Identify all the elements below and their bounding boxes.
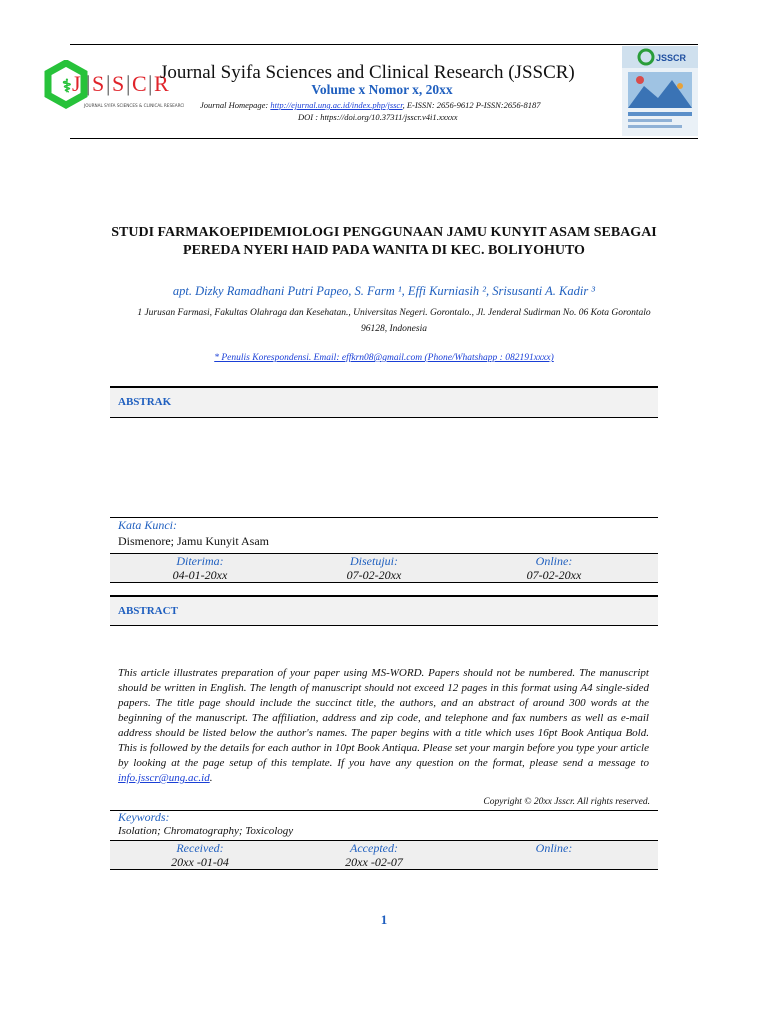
svg-text:S: S — [92, 71, 105, 96]
date-received: Received: 20xx -01-04 — [171, 841, 229, 869]
date-disetujui: Disetujui: 07-02-20xx — [346, 554, 402, 582]
svg-text:J: J — [72, 71, 81, 96]
abstract-heading-bar — [110, 595, 658, 626]
abstract-body: This article illustrates preparation of your paper using MS-WORD. Papers should not be numbered. The manuscript should be written in English. The length of manuscript should not exceed 12 pages in this format using A4 single-sided papers. The title page should include the succinct title, the authors, and an abstract of around 300 words at the beginning of the manuscript. The affiliation, address and zip code, and telephone and fax numbers as well as e-mail address should be listed below the author's names. The paper begins with a title which uses 16pt Book Antiqua Bold. This is followed by the details for each author in 10pt Book Antiqua. Please set your margin before you type your article by looking at the page setup of this template. If you have any question on the format, please send a message to info.jsscr@ung.ac.id. — [118, 667, 649, 784]
svg-text:|: | — [106, 71, 111, 96]
volume-issue: Volume x Nomor x, 20xx — [311, 82, 453, 97]
copyright-notice: Copyright © 20xx Jsscr. All rights reserved. — [483, 797, 650, 807]
abstract-contact-email[interactable]: info.jsscr@ung.ac.id — [118, 772, 210, 784]
svg-text:JSSCR: JSSCR — [656, 53, 687, 63]
author-list: apt. Dizky Ramadhani Putri Papeo, S. Farm ¹, Effi Kurniasih ², Srisusanti A. Kadir ³ — [172, 284, 596, 298]
kata-kunci-top-rule — [110, 517, 658, 518]
date-online-en: Online: — [535, 841, 573, 855]
abstrak-heading: ABSTRAK — [118, 396, 172, 408]
keywords-value: Isolation; Chromatography; Toxicology — [118, 825, 294, 837]
svg-text:R: R — [154, 71, 169, 96]
svg-text:JOURNAL SYIFA SCIENCES & CLINI: JOURNAL SYIFA SCIENCES & CLINICAL RESEARCH — [84, 103, 184, 108]
keywords-top-rule — [110, 810, 658, 811]
svg-text:⚕: ⚕ — [62, 76, 72, 96]
homepage-link[interactable]: http://ejurnal.ung.ac.id/index.php/jsscr — [270, 100, 403, 110]
svg-text:C: C — [132, 71, 147, 96]
kata-kunci-value: Dismenore; Jamu Kunyit Asam — [118, 534, 269, 548]
journal-cover-thumbnail — [622, 46, 698, 136]
page-number: 1 — [380, 912, 388, 927]
journal-title: Journal Syifa Sciences and Clinical Research (JSSCR) — [160, 62, 575, 83]
header-bottom-rule — [70, 138, 698, 139]
abstrak-dates-box — [110, 553, 658, 583]
header-top-rule — [70, 44, 698, 45]
abstract-dates-box — [110, 840, 658, 870]
date-accepted: Accepted: 20xx -02-07 — [345, 841, 403, 869]
abstrak-heading-bar — [110, 386, 658, 418]
date-online: Online: 07-02-20xx — [526, 554, 582, 582]
keywords-label: Keywords: — [118, 810, 170, 824]
abstract-heading: ABSTRACT — [118, 605, 178, 617]
article-title: STUDI FARMAKOEPIDEMIOLOGI PENGGUNAAN JAMU KUNYIT ASAM SEBAGAI PEREDA NYERI HAID PADA WANITA DI KEC. BOLIYOHUTO — [111, 225, 657, 258]
kata-kunci-label: Kata Kunci: — [118, 518, 177, 532]
author-affiliation: 1 Jurusan Farmasi, Fakultas Olahraga dan Kesehatan., Universitas Negeri. Gorontalo., Jl. Jenderal Sudirman No. 06 Kota Gorontalo 96128, Indonesia — [137, 308, 651, 334]
svg-text:|: | — [148, 71, 153, 96]
correspondence-email[interactable]: * Penulis Korespondensi. Email: effkrn08@gmail.com (Phone/Whatshapp : 082191xxxx) — [214, 353, 554, 363]
svg-text:|: | — [126, 71, 131, 96]
date-diterima: Diterima: 04-01-20xx — [172, 554, 228, 582]
svg-text:|: | — [86, 71, 91, 96]
journal-homepage: Journal Homepage: http://ejurnal.ung.ac.id/index.php/jsscr, E-ISSN: 2656-9612 P-ISSN:2656-8187 — [200, 100, 541, 110]
svg-text:S: S — [112, 71, 125, 96]
doi-line: DOI : https://doi.org/10.37311/jsscr.v4i1.xxxxx — [298, 112, 458, 122]
